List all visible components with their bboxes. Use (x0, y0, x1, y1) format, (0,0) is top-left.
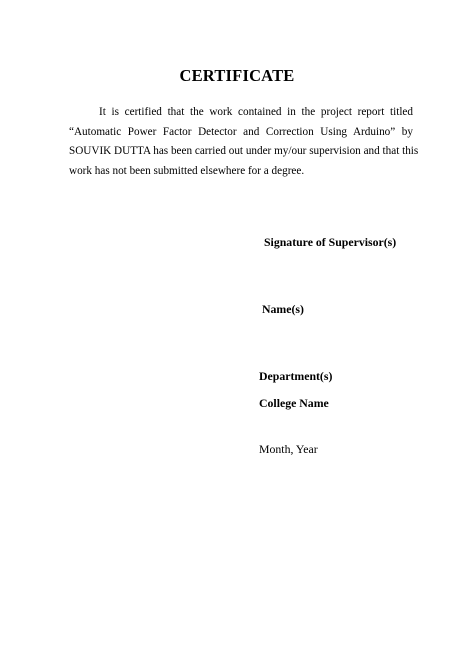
certificate-body (69, 103, 419, 181)
college-name-label: College Name (259, 396, 329, 410)
body-line-1: It is certified that the work contained in the project report titled (99, 106, 413, 118)
signature-of-supervisor-label: Signature of Supervisor(s) (264, 235, 397, 249)
body-line-2: “Automatic Power Factor Detector and Correction Using Arduino” by (69, 125, 413, 138)
page-title: CERTIFICATE (179, 66, 295, 85)
names-label: Name(s) (262, 302, 304, 316)
body-line-3: SOUVIK DUTTA has been carried out under my/our supervision and that this (69, 145, 419, 157)
department-label: Department(s) (259, 369, 333, 383)
body-line-4: work has not been submitted elsewhere for a degree. (69, 164, 305, 177)
month-year-label: Month, Year (259, 442, 318, 456)
